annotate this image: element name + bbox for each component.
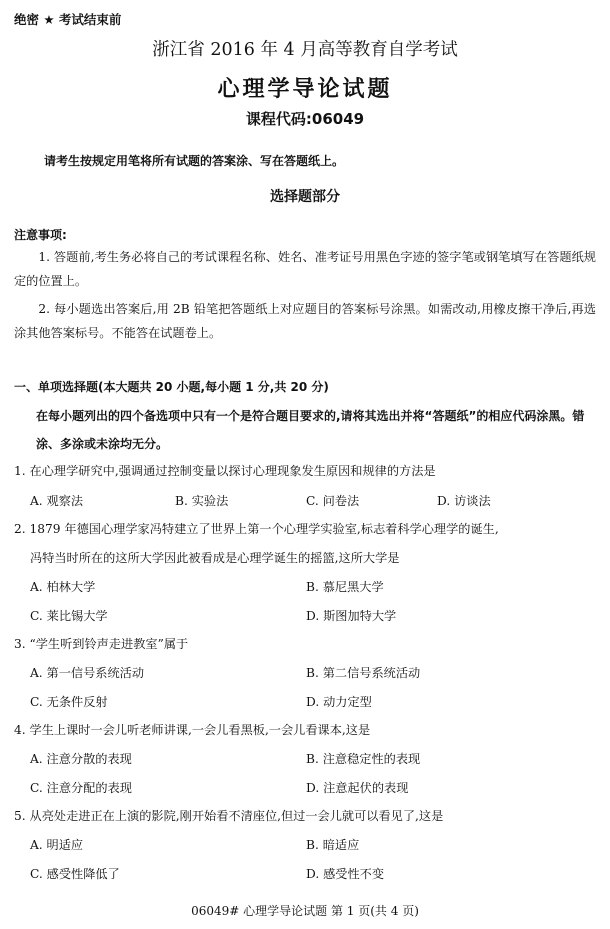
question-5-option-d: D. 感受性不变 xyxy=(306,867,385,881)
question-5-option-a: A. 明适应 xyxy=(30,838,84,852)
page-footer: 06049# 心理学导论试题 第 1 页(共 4 页) xyxy=(191,904,419,918)
question-3-option-a: A. 第一信号系统活动 xyxy=(30,666,145,680)
paper-title: 心理学导论试题 xyxy=(217,77,393,102)
question-1-option-b: B. 实验法 xyxy=(175,494,229,508)
question-5-stem: 5. 从亮处走进正在上演的影院,刚开始看不清座位,但过一会儿就可以看见了,这是 xyxy=(14,809,444,823)
answer-instruction: 请考生按规定用笔将所有试题的答案涂、写在答题纸上。 xyxy=(44,154,345,168)
question-1-option-c: C. 问卷法 xyxy=(306,494,360,508)
course-code: 课程代码:06049 xyxy=(245,110,365,128)
note-item-1: 1. 答题前,考生务必将自己的考试课程名称、姓名、准考证号用黑色字迹的签字笔或钢笔填写在答题纸规定的位置上。 xyxy=(14,250,596,288)
exam-title: 浙江省 2016 年 4 月高等教育自学考试 xyxy=(152,40,458,60)
question-3-option-b: B. 第二信号系统活动 xyxy=(306,666,421,680)
question-2-stem: 2. 1879 年德国心理学家冯特建立了世界上第一个心理学实验室,标志着科学心理学的诞生, xyxy=(14,522,499,536)
notes-heading: 注意事项: xyxy=(14,228,67,242)
question-1-stem: 1. 在心理学研究中,强调通过控制变量以探讨心理现象发生原因和规律的方法是 xyxy=(14,464,436,478)
question-5-option-c: C. 感受性降低了 xyxy=(30,867,120,881)
question-2-stem-line-2: 冯特当时所在的这所大学因此被看成是心理学诞生的摇篮,这所大学是 xyxy=(30,551,400,565)
question-4-option-a: A. 注意分散的表现 xyxy=(30,752,132,766)
question-1-option-a: A. 观察法 xyxy=(30,494,84,508)
section-title: 选择题部分 xyxy=(270,189,340,205)
question-1-option-d: D. 访谈法 xyxy=(437,494,491,508)
question-5-option-b: B. 暗适应 xyxy=(306,838,360,852)
question-3-option-c: C. 无条件反射 xyxy=(30,695,108,709)
question-3-option-d: D. 动力定型 xyxy=(306,695,372,709)
part-heading: 一、单项选择题(本大题共 20 小题,每小题 1 分,共 20 分) xyxy=(14,380,329,394)
part-instruction: 在每小题列出的四个备选项中只有一个是符合题目要求的,请将其选出并将“答题纸”的相应代码涂黑。错涂、多涂或未涂均无分。 xyxy=(36,409,585,451)
question-2-option-b: B. 慕尼黑大学 xyxy=(306,580,384,594)
question-2-option-c: C. 莱比锡大学 xyxy=(30,609,108,623)
confidential-label: 绝密 ★ 考试结束前 xyxy=(14,12,122,27)
note-item-2: 2. 每小题选出答案后,用 2B 铅笔把答题纸上对应题目的答案标号涂黑。如需改动,用橡皮擦干净后,再选涂其他答案标号。不能答在试题卷上。 xyxy=(14,302,596,340)
question-2-option-d: D. 斯图加特大学 xyxy=(306,609,397,623)
question-2-option-a: A. 柏林大学 xyxy=(30,580,96,594)
question-4-option-b: B. 注意稳定性的表现 xyxy=(306,752,421,766)
question-3-stem: 3. “学生听到铃声走进教室”属于 xyxy=(14,637,189,651)
question-4-option-d: D. 注意起伏的表现 xyxy=(306,781,409,795)
question-4-option-c: C. 注意分配的表现 xyxy=(30,781,132,795)
question-4-stem: 4. 学生上课时一会儿听老师讲课,一会儿看黑板,一会儿看课本,这是 xyxy=(14,723,371,737)
